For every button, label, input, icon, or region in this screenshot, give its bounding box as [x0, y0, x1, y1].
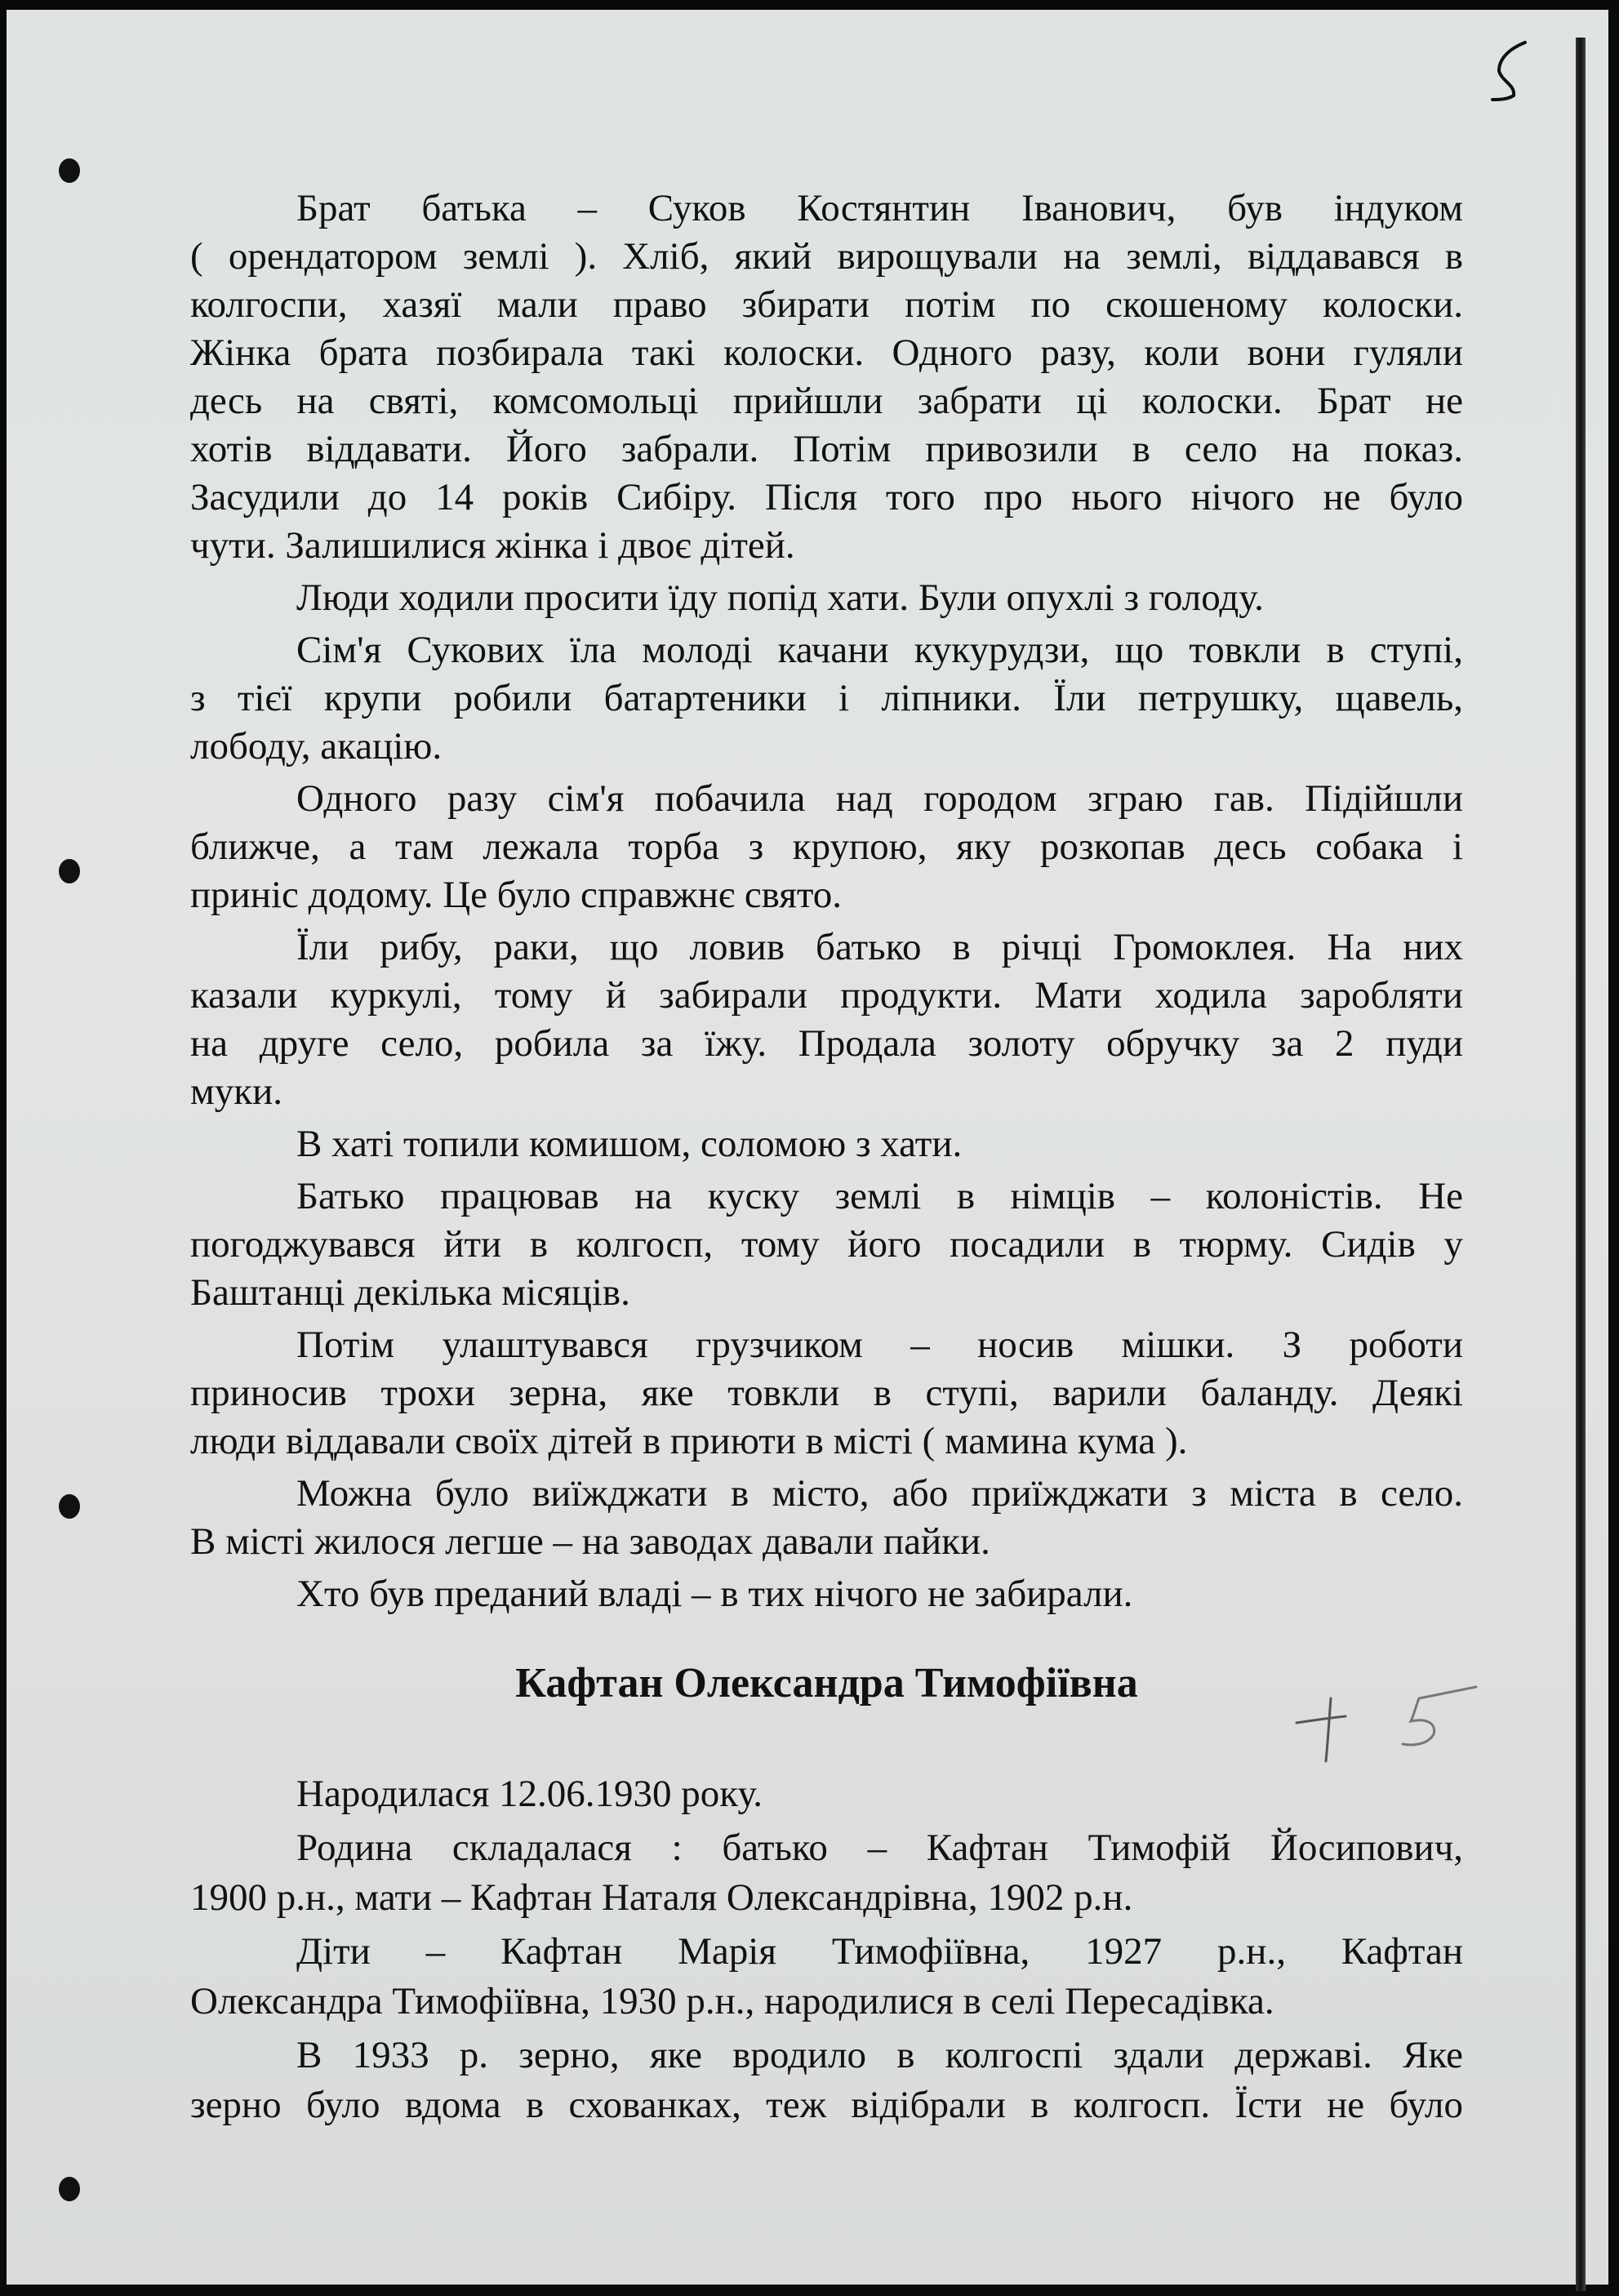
text-line: люди віддавали своїх дітей в приюти в місті ( мамина кума ).: [190, 1420, 1188, 1462]
paragraph: [190, 1172, 1463, 1317]
text-line: Їли рибу, раки, що ловив батько в річці Громоклея. На них: [296, 926, 1463, 968]
paragraph: [190, 1321, 1463, 1466]
text-line: чути. Залишилися жінка і двоє дітей.: [190, 524, 795, 567]
text-line: Батько працював на куску землі в німців – колоністів. Не: [296, 1175, 1463, 1217]
text-line: Жінка брата позбирала такі колоски. Одного разу, коли вони гуляли: [190, 331, 1463, 374]
text-line: десь на святі, комсомольці прийшли забрати ці колоски. Брат не: [190, 380, 1463, 422]
text-line: лободу, акацію.: [190, 725, 443, 768]
handwritten-page-number: [1484, 34, 1533, 108]
paragraph: [190, 923, 1463, 1116]
text-line: Родина складалася : батько – Кафтан Тимофій Йосипович,: [296, 1827, 1463, 1869]
text-line: Брат батька – Суков Костянтин Іванович, був індуком: [296, 187, 1463, 229]
text-line: Баштанці декілька місяців.: [190, 1271, 630, 1314]
document-body: [190, 185, 1463, 2134]
scan-edge-bar: [1576, 38, 1586, 2291]
text-line: Можна було виїжджати в місто, або приїжджати з міста в село.: [296, 1472, 1463, 1515]
text-line: ( орендатором землі ). Хліб, який вирощували на землі, віддавався в: [190, 235, 1463, 278]
text-line: ближче, а там лежала торба з крупою, яку розкопав десь собака і: [190, 825, 1463, 868]
text-line: Потім улаштувався грузчиком – носив мішки. З роботи: [296, 1324, 1463, 1366]
paragraph: [190, 1769, 1463, 1819]
text-line: Народилася 12.06.1930 року.: [296, 1773, 763, 1815]
text-line: казали куркулі, тому й забирали продукти. Мати ходила заробляти: [190, 974, 1463, 1017]
paragraph: [190, 1823, 1463, 1923]
text-line: В 1933 р. зерно, яке вродило в колгоспі здали державі. Яке: [296, 2034, 1463, 2076]
text-line: Засудили до 14 років Сибіру. Після того про нього нічого не було: [190, 476, 1463, 518]
scanned-page: [7, 10, 1608, 2285]
punch-hole: [59, 158, 80, 183]
text-line: Олександра Тимофіївна, 1930 р.н., народилися в селі Пересадівка.: [190, 1980, 1274, 2022]
paragraph: [190, 775, 1463, 919]
text-line: зерно було вдома в схованках, теж відібрали в колгосп. Їсти не було: [190, 2084, 1463, 2126]
paragraph: [190, 574, 1463, 622]
text-line: приніс додому. Це було справжнє свято.: [190, 874, 843, 916]
text-line: муки.: [190, 1070, 282, 1113]
text-line: Хто був преданий владі – в тих нічого не забирали.: [296, 1573, 1133, 1615]
paragraph: [190, 1570, 1463, 1618]
text-line: 1900 р.н., мати – Кафтан Наталя Олександрівна, 1902 р.н.: [190, 1876, 1133, 1919]
text-line: В місті жилося легше – на заводах давали пайки.: [190, 1520, 990, 1563]
text-line: Люди ходили просити їду попід хати. Були опухлі з голоду.: [296, 576, 1264, 619]
text-line: приносив трохи зерна, яке товкли в ступі, варили баланду. Деякі: [190, 1372, 1463, 1414]
text-line: погоджувався йти в колгосп, тому його посадили в тюрму. Сидів у: [190, 1223, 1463, 1266]
paragraph: [190, 2031, 1463, 2130]
punch-hole: [59, 1494, 80, 1519]
text-line: Сім'я Сукових їла молоді качани кукурудзи, що товкли в ступі,: [296, 629, 1463, 671]
text-line: В хаті топили комишом, соломою з хати.: [296, 1123, 963, 1165]
text-line: колгоспи, хазяї мали право збирати потім по скошеному колоски.: [190, 283, 1463, 326]
text-line: на друге село, робила за їжу. Продала золоту обручку за 2 пуди: [190, 1022, 1463, 1065]
text-line: з тієї крупи робили батартеники і ліпники. Їли петрушку, щавель,: [190, 677, 1463, 719]
text-line: хотів віддавати. Його забрали. Потім привозили в село на показ.: [190, 428, 1463, 470]
text-line: Діти – Кафтан Марія Тимофіївна, 1927 р.н., Кафтан: [296, 1930, 1463, 1973]
paragraph: [190, 1470, 1463, 1566]
paragraph: [190, 1120, 1463, 1168]
paragraph: [190, 626, 1463, 771]
section-heading: Кафтан Олександра Тимофіївна: [515, 1660, 1138, 1706]
paragraph: [190, 1927, 1463, 2027]
paragraph: [190, 185, 1463, 570]
punch-hole: [59, 2177, 80, 2201]
text-line: Одного разу сім'я побачила над городом зграю гав. Підійшли: [296, 777, 1463, 820]
punch-hole: [59, 859, 80, 883]
